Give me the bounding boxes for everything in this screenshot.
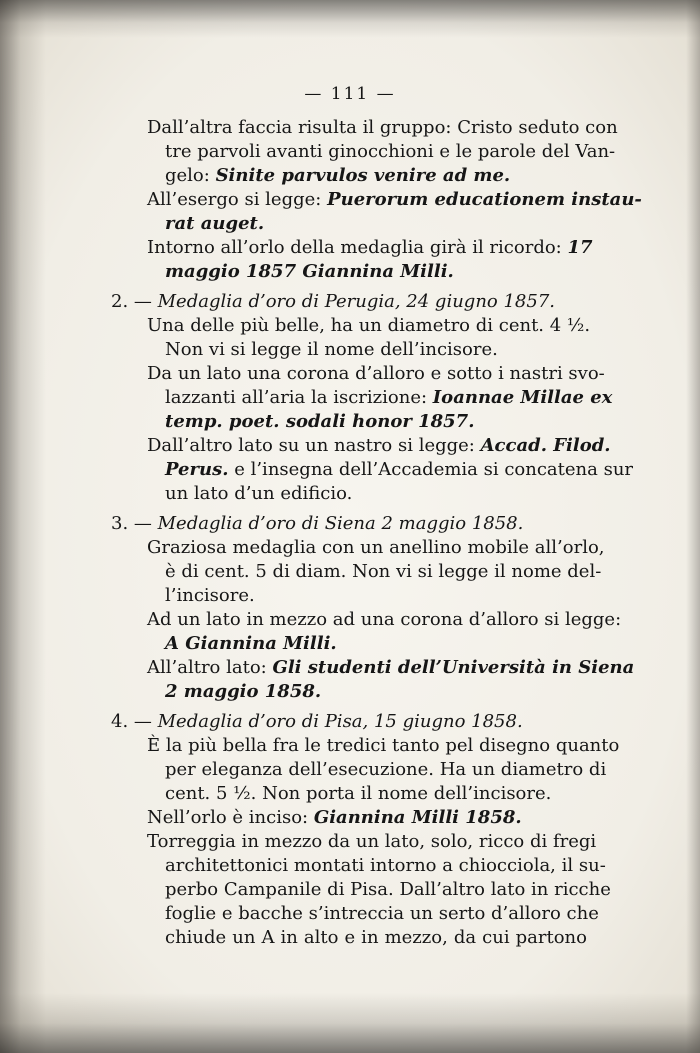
text-run: Dall’altro lato su un nastro si legge: (147, 435, 481, 456)
text-run: All’esergo si legge: (147, 189, 328, 210)
text-line (147, 188, 642, 212)
text-line (165, 680, 321, 704)
text-line (111, 710, 523, 734)
text-run: Da un lato una corona d’alloro e sotto i nastri svo- (147, 363, 605, 384)
bold-inscription: Puerorum educationem instau- (327, 189, 642, 210)
text-run: architettonici montati intorno a chiocciola, il su- (165, 855, 606, 876)
text-run: foglie e bacche s’intreccia un serto d’alloro che (165, 903, 599, 924)
text-run: chiude un A in alto e in mezzo, da cui partono (165, 927, 587, 948)
text-line (147, 536, 605, 560)
text-line (147, 734, 620, 758)
text-run: Graziosa medaglia con un anellino mobile all’orlo, (147, 537, 605, 558)
entry-number: 3. — (111, 513, 158, 534)
text-run: lazzanti all’aria la iscrizione: (165, 387, 433, 408)
text-line (165, 854, 606, 878)
entry-number: 4. — (111, 711, 158, 732)
text-line (111, 512, 523, 536)
medal-heading: Medaglia d’oro di Perugia, 24 giugno 1857. (157, 291, 556, 312)
text-line (147, 806, 522, 830)
text-line (165, 164, 510, 188)
text-run: e l’insegna dell’Accademia si concatena sur (228, 459, 634, 480)
bold-inscription: Ioannae Millae ex (432, 387, 613, 408)
text-run: Torreggia in mezzo da un lato, solo, ricco di fregi (147, 831, 597, 852)
bold-inscription: Sinite parvulos venire ad me. (215, 165, 511, 186)
text-run: Non vi si legge il nome dell’incisore. (165, 339, 498, 360)
bold-inscription: 17 (567, 237, 593, 258)
bold-inscription: A Giannina Milli. (165, 633, 337, 654)
text-line (165, 386, 613, 410)
bold-inscription: Gli studenti dell’Università in Siena (272, 657, 635, 678)
text-line (165, 632, 337, 656)
text-run: Una delle più belle, ha un diametro di cent. 4 ½. (147, 315, 591, 336)
text-run: Nell’orlo è inciso: (147, 807, 314, 828)
bold-inscription: Giannina Milli 1858. (313, 807, 522, 828)
text-line (147, 236, 593, 260)
text-line (147, 116, 618, 140)
text-line (165, 458, 634, 482)
text-run: per eleganza dell’esecuzione. Ha un diametro di (165, 759, 607, 780)
page-number: — 111 — (304, 84, 396, 104)
text-line (147, 434, 611, 458)
text-run: perbo Campanile di Pisa. Dall’altro lato in ricche (165, 879, 611, 900)
text-line (165, 758, 607, 782)
medal-heading: Medaglia d’oro di Siena 2 maggio 1858. (157, 513, 524, 534)
text-run: un lato d’un edificio. (165, 483, 353, 504)
text-line (165, 140, 616, 164)
text-line (165, 212, 264, 236)
text-run: Intorno all’orlo della medaglia girà il ricordo: (147, 237, 568, 258)
text-run: l’incisore. (165, 585, 255, 606)
text-line (165, 338, 498, 362)
text-line (147, 656, 635, 680)
text-line (147, 830, 597, 854)
text-run: Ad un lato in mezzo ad una corona d’alloro si legge: (147, 609, 622, 630)
text-line (111, 290, 555, 314)
bold-inscription: maggio 1857 Giannina Milli. (165, 261, 454, 282)
bold-inscription: Accad. Filod. (480, 435, 611, 456)
text-run: gelo: (165, 165, 216, 186)
text-line (165, 782, 551, 806)
text-run: È la più bella fra le tredici tanto pel disegno quanto (147, 735, 620, 756)
text-line (147, 362, 605, 386)
entry-number: 2. — (111, 291, 158, 312)
text-line (165, 926, 587, 950)
text-run: All’altro lato: (147, 657, 273, 678)
text-line (165, 410, 474, 434)
medal-heading: Medaglia d’oro di Pisa, 15 giugno 1858. (157, 711, 523, 732)
text-run: tre parvoli avanti ginocchioni e le parole del Van- (165, 141, 616, 162)
text-line (147, 608, 622, 632)
text-line (165, 482, 352, 506)
bold-inscription: 2 maggio 1858. (165, 681, 322, 702)
bold-inscription: temp. poet. sodali honor 1857. (165, 411, 475, 432)
bold-inscription: Perus. (165, 459, 229, 480)
text-line (165, 260, 454, 284)
text-run: cent. 5 ½. Non porta il nome dell’incisore. (165, 783, 552, 804)
text-line (165, 560, 602, 584)
text-run: è di cent. 5 di diam. Non vi si legge il nome del- (165, 561, 602, 582)
text-line (165, 878, 611, 902)
text-run: Dall’altra faccia risulta il gruppo: Cristo seduto con (147, 117, 618, 138)
text-line (147, 314, 591, 338)
bold-inscription: rat auget. (165, 213, 265, 234)
text-line (165, 584, 255, 608)
text-line (165, 902, 599, 926)
